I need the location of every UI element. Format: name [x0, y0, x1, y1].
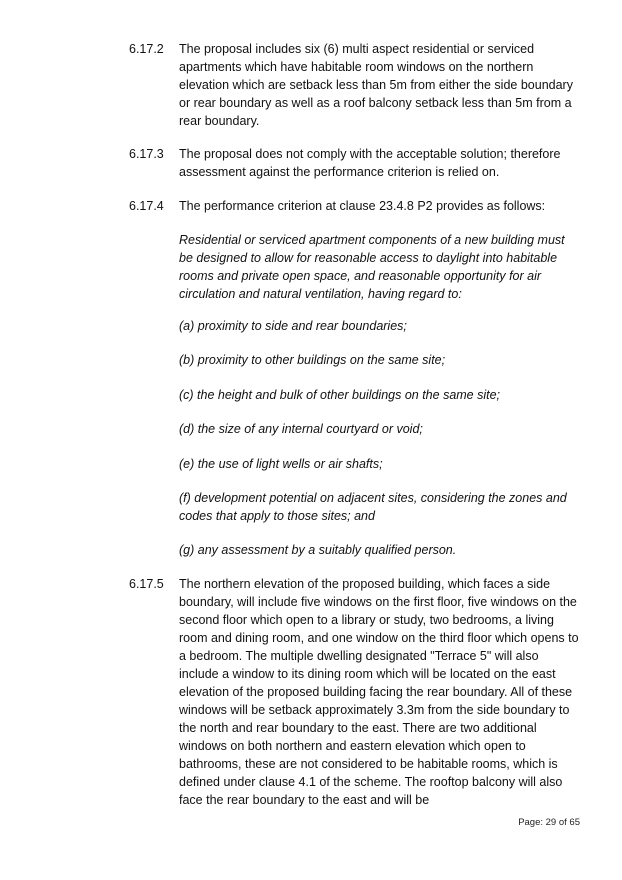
quote-item-a: (a) proximity to side and rear boundaries; [179, 319, 407, 333]
quote-item-e: (e) the use of light wells or air shafts; [179, 457, 383, 471]
quote-item-c: (c) the height and bulk of other buildings on the same site; [179, 388, 501, 402]
quote-item-g: (g) any assessment by a suitably qualified person. [179, 543, 457, 557]
clause-number: 6.17.2 [129, 42, 164, 56]
clause-text: The proposal does not comply with the acceptable solution; therefore assessment against the performance criterion is relied on. [179, 147, 561, 179]
page-number: Page: 29 of 65 [518, 817, 580, 828]
clause-number: 6.17.3 [129, 147, 164, 161]
clause-text: The performance criterion at clause 23.4.8 P2 provides as follows: [179, 199, 546, 213]
clause-text: The northern elevation of the proposed building, which faces a side boundary, will include five windows on the first floor, five windows on the second floor which open to a library or study, two bedrooms, a living room and dining room, and one window on the third floor which opens to a bedroom. The multiple dwelling designated "Terrace 5" will also include a window to its dining room which will be located on the east elevation of the proposed building facing the rear boundary. All of these windows will be setback approximately 3.3m from the side boundary to the north and rear boundary to the east. There are two additional windows on both northern and eastern elevation which open to bathrooms, these are not considered to be habitable rooms, which is defined under clause 4.1 of the scheme. The rooftop balcony will also face the rear boundary to the east and will be [179, 577, 579, 807]
clause-text: The proposal includes six (6) multi aspect residential or serviced apartments which have habitable room windows on the northern elevation which are setback less than 5m from either the side boundary or rear boundary as well as a roof balcony setback less than 5m from a rear boundary. [179, 42, 573, 128]
quote-item-f: (f) development potential on adjacent sites, considering the zones and codes that apply to those sites; and [179, 491, 567, 523]
clause-number: 6.17.5 [129, 577, 164, 591]
quote-intro: Residential or serviced apartment components of a new building must be designed to allow for reasonable access to daylight into habitable rooms and private open space, and reasonable opportunity for air circulation and natural ventilation, having regard to: [179, 233, 565, 301]
quote-item-d: (d) the size of any internal courtyard or void; [179, 422, 423, 436]
quote-item-b: (b) proximity to other buildings on the same site; [179, 353, 446, 367]
clause-number: 6.17.4 [129, 199, 164, 213]
